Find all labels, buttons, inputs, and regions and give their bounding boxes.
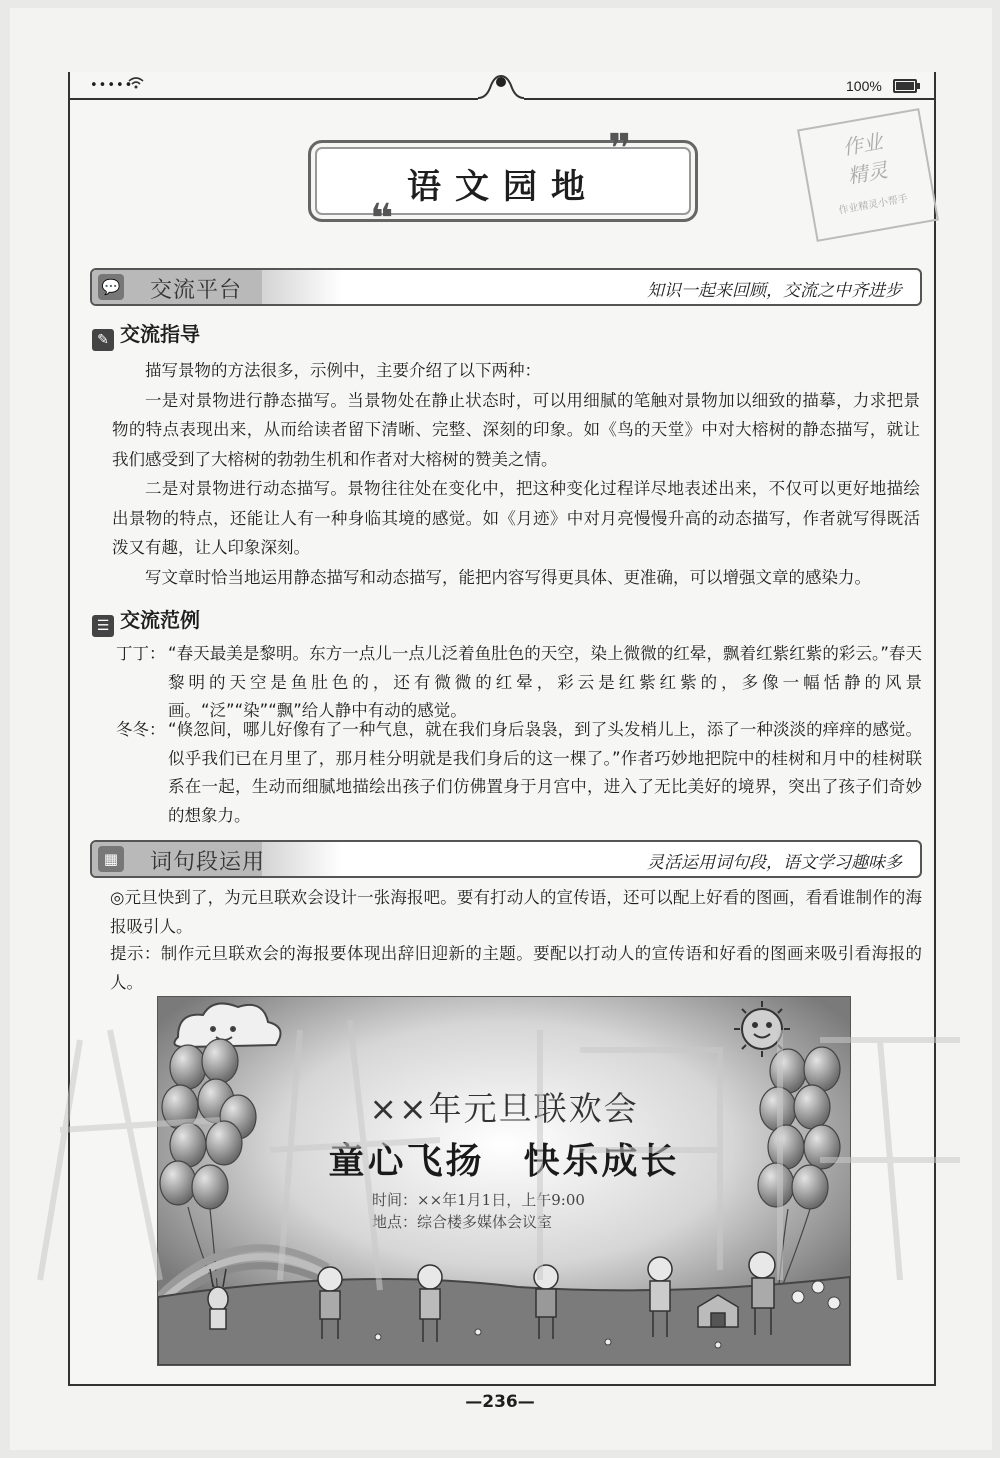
sun-icon bbox=[734, 1001, 790, 1057]
open-quote-icon: ❝ bbox=[370, 196, 394, 242]
guide-paragraph: 一是对景物进行静态描写。当景物处在静止状态时，可以用细腻的笔触对景物加以细致的描摹，力求把景物的特点表现出来，从而给读者留下清晰、完整、深刻的印象。如《鸟的天堂》中对大榕树的静态描写，就让我们感受到了大榕树的勃勃生机和作者对大榕树的赞美之情。 bbox=[112, 390, 920, 469]
example-text: “春天最美是黎明。东方一点儿一点儿泛着鱼肚色的天空，染上微微的红晕，飘着红紫红紫的彩云。”春天黎明的天空是鱼肚色的，还有微微的红晕，彩云是红紫红紫的，多像一幅恬静的风景画。“泛”“染”“飘”给人静中有动的感觉。 bbox=[168, 644, 922, 720]
section-motto: 灵活运用词句段，语文学习趣味多 bbox=[647, 853, 902, 873]
section-motto: 知识一起来回顾，交流之中齐进步 bbox=[647, 281, 902, 301]
examples-heading: ☰ 交流范例 bbox=[92, 604, 200, 637]
example-text: “倏忽间，哪儿好像有了一种气息，就在我们身后袅袅，到了头发梢儿上，添了一种淡淡的痒痒的感觉。似乎我们已在月里了，那月桂分明就是我们身后的这一棵了。”作者巧妙地把院中的桂树和月中的桂树联系在一起，生动而细腻地描绘出孩子们仿佛置身于月宫中，进入了无比美好的境界，突出了孩子们奇妙的想象力。 bbox=[168, 720, 922, 825]
example-speaker: 丁丁： bbox=[116, 644, 166, 663]
list-icon: ☰ bbox=[92, 615, 114, 637]
logo-stamp bbox=[797, 108, 939, 242]
wifi-icon bbox=[128, 74, 144, 93]
poster-illustration bbox=[157, 996, 851, 1366]
signal-dots: ••••• bbox=[90, 78, 134, 93]
example-speaker: 冬冬： bbox=[116, 720, 166, 739]
poster-time: 时间：××年1月1日，上午9:00 bbox=[372, 1191, 585, 1209]
section-bar-usage bbox=[90, 840, 922, 878]
tablet-top-bar bbox=[68, 70, 934, 100]
page-title-box bbox=[308, 140, 698, 222]
guide-paragraph: 二是对景物进行动态描写。景物往往处在变化中，把这种变化过程详尽地表述出来，不仅可以更好地描绘出景物的特点，还能让人有一种身临其境的感觉。如《月迹》中对月亮慢慢升高的动态描写，作者就写得既活泼又有趣，让人印象深刻。 bbox=[112, 479, 920, 557]
section-label: 词句段运用 bbox=[150, 850, 266, 875]
task-hint: 提示：制作元旦联欢会的海报要体现出辞旧迎新的主题。要配以打动人的宣传语和好看的图画来吸引看海报的人。 bbox=[110, 944, 922, 992]
battery-percent: 100% bbox=[846, 78, 882, 94]
guide-paragraph: 描写景物的方法很多，示例中，主要介绍了以下两种： bbox=[145, 361, 541, 380]
poster-slogan: 童心飞扬 快乐成长 bbox=[328, 1141, 680, 1182]
guide-body bbox=[112, 356, 920, 592]
stamp-line3: 作业精灵小帮手 bbox=[837, 193, 909, 217]
example-item bbox=[116, 716, 922, 830]
stamp-line2: 精灵 bbox=[845, 157, 890, 189]
page-title: 语文园地 bbox=[407, 167, 599, 207]
task-question: ◎元旦快到了，为元旦联欢会设计一张海报吧。要有打动人的宣传语，还可以配上好看的图画，看看谁制作的海报吸引人。 bbox=[110, 888, 922, 936]
close-quote-icon: ❞ bbox=[608, 126, 632, 172]
poster-place: 地点：综合楼多媒体会议室 bbox=[372, 1213, 553, 1231]
camera-notch bbox=[478, 70, 524, 100]
battery-icon bbox=[893, 79, 917, 93]
guide-heading: ✎ 交流指导 bbox=[92, 318, 200, 351]
chat-bubble-icon: 💬 bbox=[98, 274, 124, 300]
stamp-line1: 作业 bbox=[840, 129, 885, 160]
blocks-icon: ▦ bbox=[98, 846, 124, 872]
section-bar-exchange bbox=[90, 268, 922, 306]
example-item bbox=[116, 640, 922, 726]
section-label: 交流平台 bbox=[150, 278, 243, 303]
pen-icon: ✎ bbox=[92, 329, 114, 351]
poster-title: ××年元旦联欢会 bbox=[369, 1089, 639, 1128]
page-number: —236— bbox=[465, 1392, 535, 1412]
guide-paragraph: 写文章时恰当地运用静态描写和动态描写，能把内容写得更具体、更准确，可以增强文章的感染力。 bbox=[145, 567, 871, 587]
